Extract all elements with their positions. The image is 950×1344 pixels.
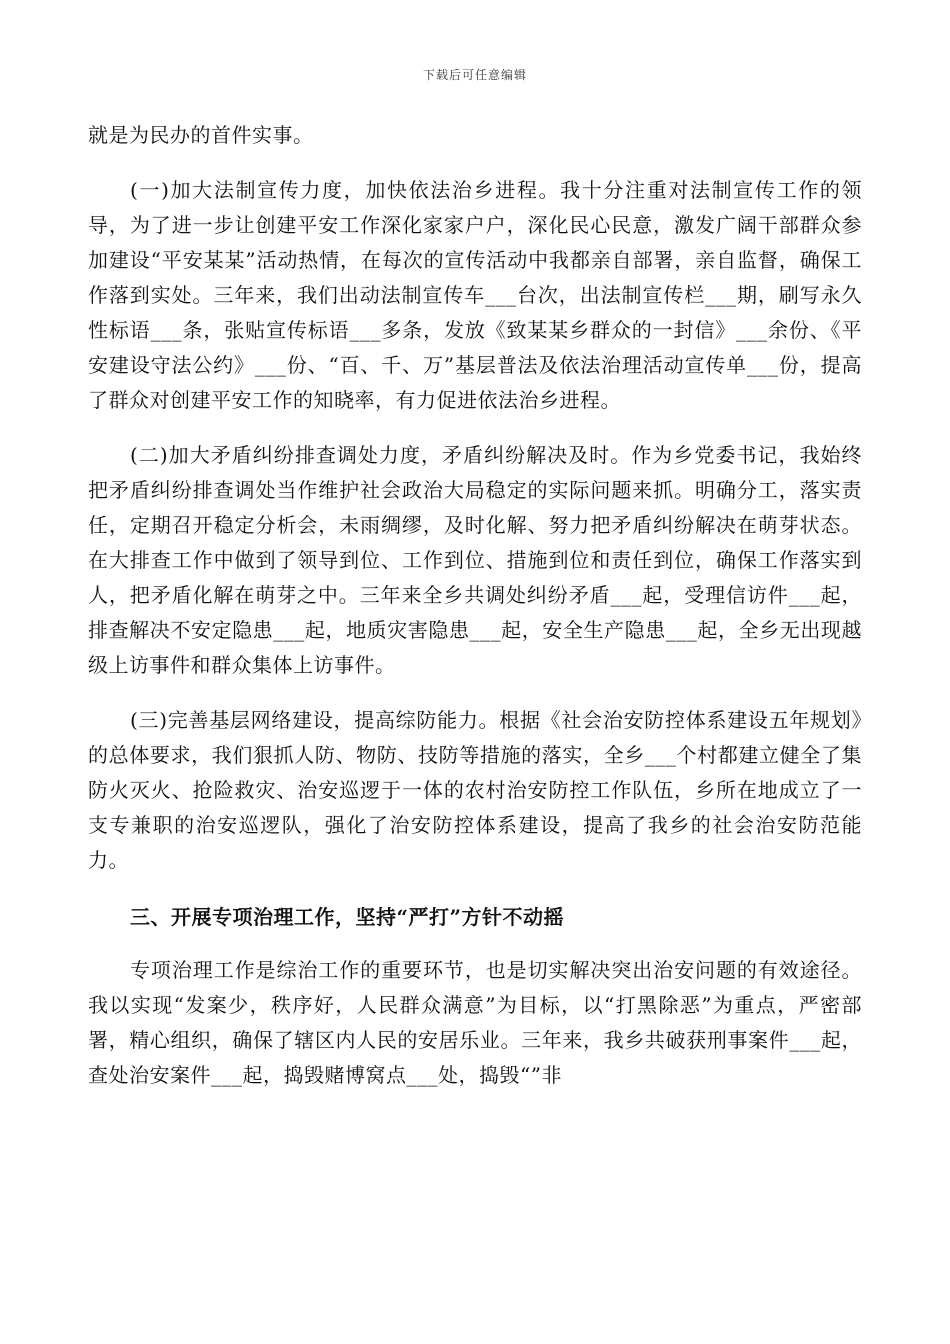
paragraph-legal-publicity: (一)加大法制宣传力度，加快依法治乡进程。我十分注重对法制宣传工作的领导，为了进一步让创建平安工作深化家家户户，深化民心民意，激发广阔干部群众参加建设“平安某某”活动热情，在每次的宣传活动中我都亲自部署，亲自监督，确保工作落到实处。三年来，我们出动法制宣传车___台次，出法制宣传栏___期，刷写永久性标语___条，张贴宣传标语___多条，发放《致某某乡群众的一封信》___余份、《平安建设守法公约》___份、“百、千、万”基层普法及依法治理活动宣传单___份，提高了群众对创建平安工作的知晓率，有力促进依法治乡进程。 bbox=[88, 178, 862, 412]
paragraph-dispute-resolution: (二)加大矛盾纠纷排查调处力度，矛盾纠纷解决及时。作为乡党委书记，我始终把矛盾纠纷排查调处当作维护社会政治大局稳定的实际问题来抓。明确分工，落实责任，定期召开稳定分析会，未雨绸缪，及时化解、努力把矛盾纠纷解决在萌芽状态。在大排查工作中做到了领导到位、工作到位、措施到位和责任到位，确保工作落实到人，把矛盾化解在萌芽之中。三年来全乡共调处纠纷矛盾___起，受理信访件___起，排查解决不安定隐患___起，地质灾害隐患___起，安全生产隐患___起，全乡无出现越级上访事件和群众集体上访事件。 bbox=[88, 443, 862, 677]
section-heading-special-governance: 三、开展专项治理工作，坚持“严打”方针不动摇 bbox=[130, 905, 565, 929]
document-body bbox=[88, 118, 862, 1093]
paragraph-continuation: 就是为民办的首件实事。 bbox=[88, 123, 314, 147]
paragraph-grassroots-network: (三)完善基层网络建设，提高综防能力。根据《社会治安防控体系建设五年规划》的总体要求，我们狠抓人防、物防、技防等措施的落实，全乡___个村都建立健全了集防火灭火、抢险救灾、治安巡逻于一体的农村治安防控工作队伍，乡所在地成立了一支专兼职的治安巡逻队，强化了治安防控体系建设，提高了我乡的社会治安防范能力。 bbox=[88, 708, 862, 872]
paragraph-special-governance: 专项治理工作是综治工作的重要环节，也是切实解决突出治安问题的有效途径。我以实现“发案少，秩序好，人民群众满意”为目标，以“打黑除恶”为重点，严密部署，精心组织，确保了辖区内人民的安居乐业。三年来，我乡共破获刑事案件___起，查处治安案件___起，捣毁赌博窝点___处，捣毁“”非 bbox=[88, 958, 862, 1087]
page-header-note: 下载后可任意编辑 bbox=[422, 68, 527, 82]
